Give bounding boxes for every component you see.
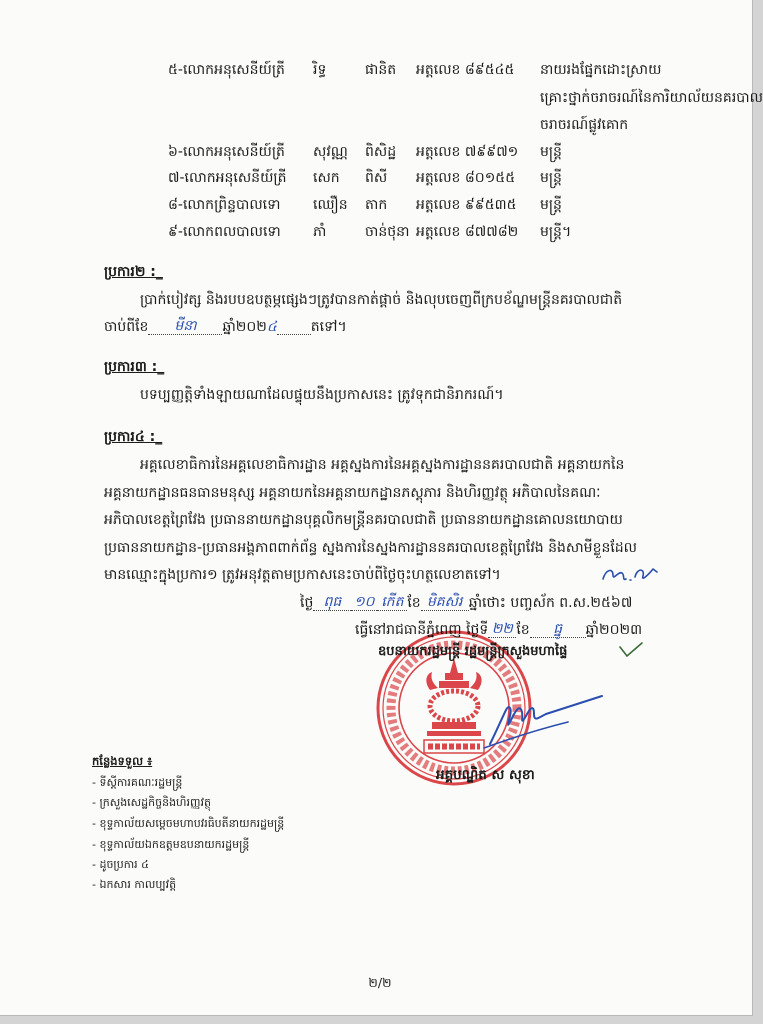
- officer-id-number: អត្តលេខ ៨៧៧៨២: [416, 224, 519, 240]
- article-4-line: អភិបាលខេត្តព្រៃវែង ប្រធាននាយកដ្ឋានបុគ្គលិកមន្ត្រីនគរបាលជាតិ ប្រធាននាយកដ្ឋានគោលនយោបាយ: [104, 512, 623, 528]
- page-number: ២/២: [368, 975, 392, 990]
- handwritten-day: ២២: [488, 620, 516, 638]
- lunar-year-text: ឆ្នាំថោះ បញ្ចស័ក ព.ស.២៥៦៧: [468, 595, 633, 611]
- article-2-line: [104, 317, 664, 337]
- officer-position-line: ចរាចរណ៍ផ្លូវគោក: [540, 117, 629, 133]
- officer-row: [0, 60, 753, 80]
- officer-id-number: អត្តលេខ ៧៩៩៧១: [416, 144, 519, 160]
- article-4-line: អគ្គលេខាធិការនៃអគ្គលេខាធិការដ្ឋាន អគ្គស្នងការនៃអគ្គស្នងការដ្ឋាននគរបាលជាតិ អគ្គនាយកនៃ: [140, 457, 625, 473]
- article-4-line: អគ្គនាយកដ្ឋានធនធានមនុស្ស អគ្គនាយកនៃអគ្គនាយកដ្ឋានភស្តុភារ និងហិរញ្ញវត្ថុ អភិបាលនៃគណៈ: [104, 485, 601, 501]
- officer-rank: ៦-លោកអនុសេនីយ៍ត្រី: [168, 144, 285, 160]
- article-3-text: បទប្បញ្ញត្តិទាំងឡាយណាដែលផ្ទុយនឹងប្រកាសនេះ ត្រូវទុកជានិរាករណ៍។: [140, 387, 504, 403]
- article-2-year-label: ឆ្នាំ២០២: [222, 319, 267, 335]
- officer-id-number: អត្តលេខ ៨០១៥៥: [416, 170, 516, 186]
- handwritten-month: ធ្នូ: [530, 620, 586, 638]
- recipient-item: - ក្រសួងសេដ្ឋកិច្ចនិងហិរញ្ញវត្ថុ: [92, 796, 211, 809]
- handwritten-lunar-month: មិគសិរ: [421, 593, 469, 611]
- signatory-name: អគ្គបណ្ឌិត ស សុខា: [436, 767, 535, 783]
- officer-row: [0, 168, 753, 188]
- officer-given-name: ពិសិដ្ឋ: [365, 144, 397, 160]
- handwritten-month: មីនា: [148, 317, 222, 335]
- officer-surname: សុវណ្ណ: [313, 144, 348, 160]
- officer-surname: សេក: [313, 170, 340, 186]
- officer-id-number: អត្តលេខ ៩៩៥៣៥: [416, 197, 517, 213]
- officer-rank: ៧-លោកអនុសេនីយ៍ត្រី: [168, 170, 287, 186]
- article-4-line: មានឈ្មោះក្នុងប្រការ១ ត្រូវអនុវត្តតាមប្រកាសនេះចាប់ពីថ្ងៃចុះហត្ថលេខាតទៅ។: [104, 567, 501, 583]
- article-4-heading: ប្រការ៤ :_: [104, 429, 163, 445]
- recipient-item: - ទីស្តីការគណៈរដ្ឋមន្ត្រី: [92, 776, 183, 789]
- dotted-blank: [277, 317, 311, 335]
- lunar-date-line: [300, 593, 664, 613]
- article-2-onward-label: តទៅ។: [310, 319, 347, 335]
- handwritten-weekday: ពុធ: [313, 593, 351, 611]
- officer-surname: រិទ្ធ: [313, 62, 327, 78]
- officer-position-line: គ្រោះថ្នាក់ចរាចរណ៍នៃការិយាល័យនគរបាល: [540, 90, 763, 106]
- seal-emblem: [424, 658, 484, 753]
- handwritten-moon-phase: កើត: [377, 593, 407, 611]
- article-3-heading: ប្រការ៣ :_: [104, 359, 165, 375]
- place-and-day-label: ធ្វើនៅរាជធានីភ្នំពេញ ថ្ងៃទី: [355, 622, 489, 638]
- day-label: ថ្ងៃ: [300, 595, 314, 611]
- officer-position: មន្ត្រី: [540, 170, 562, 186]
- check-mark-icon: [618, 641, 644, 659]
- signatory-title: ឧបនាយករដ្ឋមន្ត្រី រដ្ឋមន្ត្រីក្រសួងមហាផ្ទៃ: [378, 644, 568, 659]
- article-2-from-month-label: ចាប់ពីខែ: [104, 319, 149, 335]
- article-2-heading: ប្រការ២ :_: [104, 264, 163, 280]
- recipients-heading: កន្លែងទទួល ៖: [92, 754, 153, 768]
- officer-surname: ភាំ: [313, 224, 327, 240]
- officer-row: [0, 195, 753, 215]
- month-label: ខែ: [516, 622, 530, 638]
- initials-signature-icon: [600, 564, 660, 586]
- signature-icon: [476, 688, 606, 752]
- officer-given-name: ពិសី: [365, 170, 388, 186]
- officer-position: មន្ត្រី។: [540, 224, 572, 240]
- officer-surname: ឈឿន: [313, 197, 348, 213]
- recipient-item: - ខុទ្ទកាល័យសម្តេចមហាបវរធិបតីនាយករដ្ឋមន្ត្រី: [92, 817, 285, 830]
- officer-position: នាយរងផ្នែកដោះស្រាយ: [540, 62, 662, 78]
- handwritten-day-number: ១០: [351, 593, 377, 611]
- officer-position: មន្ត្រី: [540, 197, 562, 213]
- recipient-item: - ដូចប្រការ ៤: [92, 858, 149, 871]
- officer-given-name: ចាន់ថុនា: [365, 224, 410, 240]
- officer-id-number: អត្តលេខ ៨៩៥៤៥: [416, 62, 515, 78]
- article-2-line: ប្រាក់បៀវត្ស និងរបបឧបត្ថម្ភផ្សេងៗត្រូវបានកាត់ផ្តាច់ និងលុបចេញពីក្របខ័ណ្ឌមន្ត្រីនគរបាលជាតិ: [140, 292, 623, 308]
- officer-given-name: ផានិត: [365, 62, 397, 78]
- officer-rank: ៩-លោកពលបាលទោ: [168, 224, 281, 240]
- article-4-line: ប្រធាននាយកដ្ឋាន-ប្រធានអង្គភាពពាក់ព័ន្ធ ស្នងការនៃស្នងការដ្ឋាននគរបាលខេត្តព្រៃវែង និងសាមីខ្លួនដែល: [104, 540, 638, 556]
- officer-row: [0, 142, 753, 162]
- handwritten-year-digit: ៤: [266, 319, 277, 335]
- officer-position: មន្ត្រី: [540, 144, 562, 160]
- officer-row: [0, 222, 753, 242]
- month-label: ខែ: [407, 595, 421, 611]
- officer-rank: ៥-លោកអនុសេនីយ៍ត្រី: [168, 62, 285, 78]
- officer-given-name: តាក: [365, 197, 388, 213]
- recipient-item: - ឯកសារ កាលប្បវត្តិ: [92, 878, 177, 891]
- officer-rank: ៨-លោកព្រិន្ទបាលទោ: [168, 197, 281, 213]
- recipient-item: - ខុទ្ទកាល័យឯកឧត្តមឧបនាយករដ្ឋមន្ត្រី: [92, 838, 250, 851]
- solar-year-text: ឆ្នាំ២០២៣: [585, 622, 643, 638]
